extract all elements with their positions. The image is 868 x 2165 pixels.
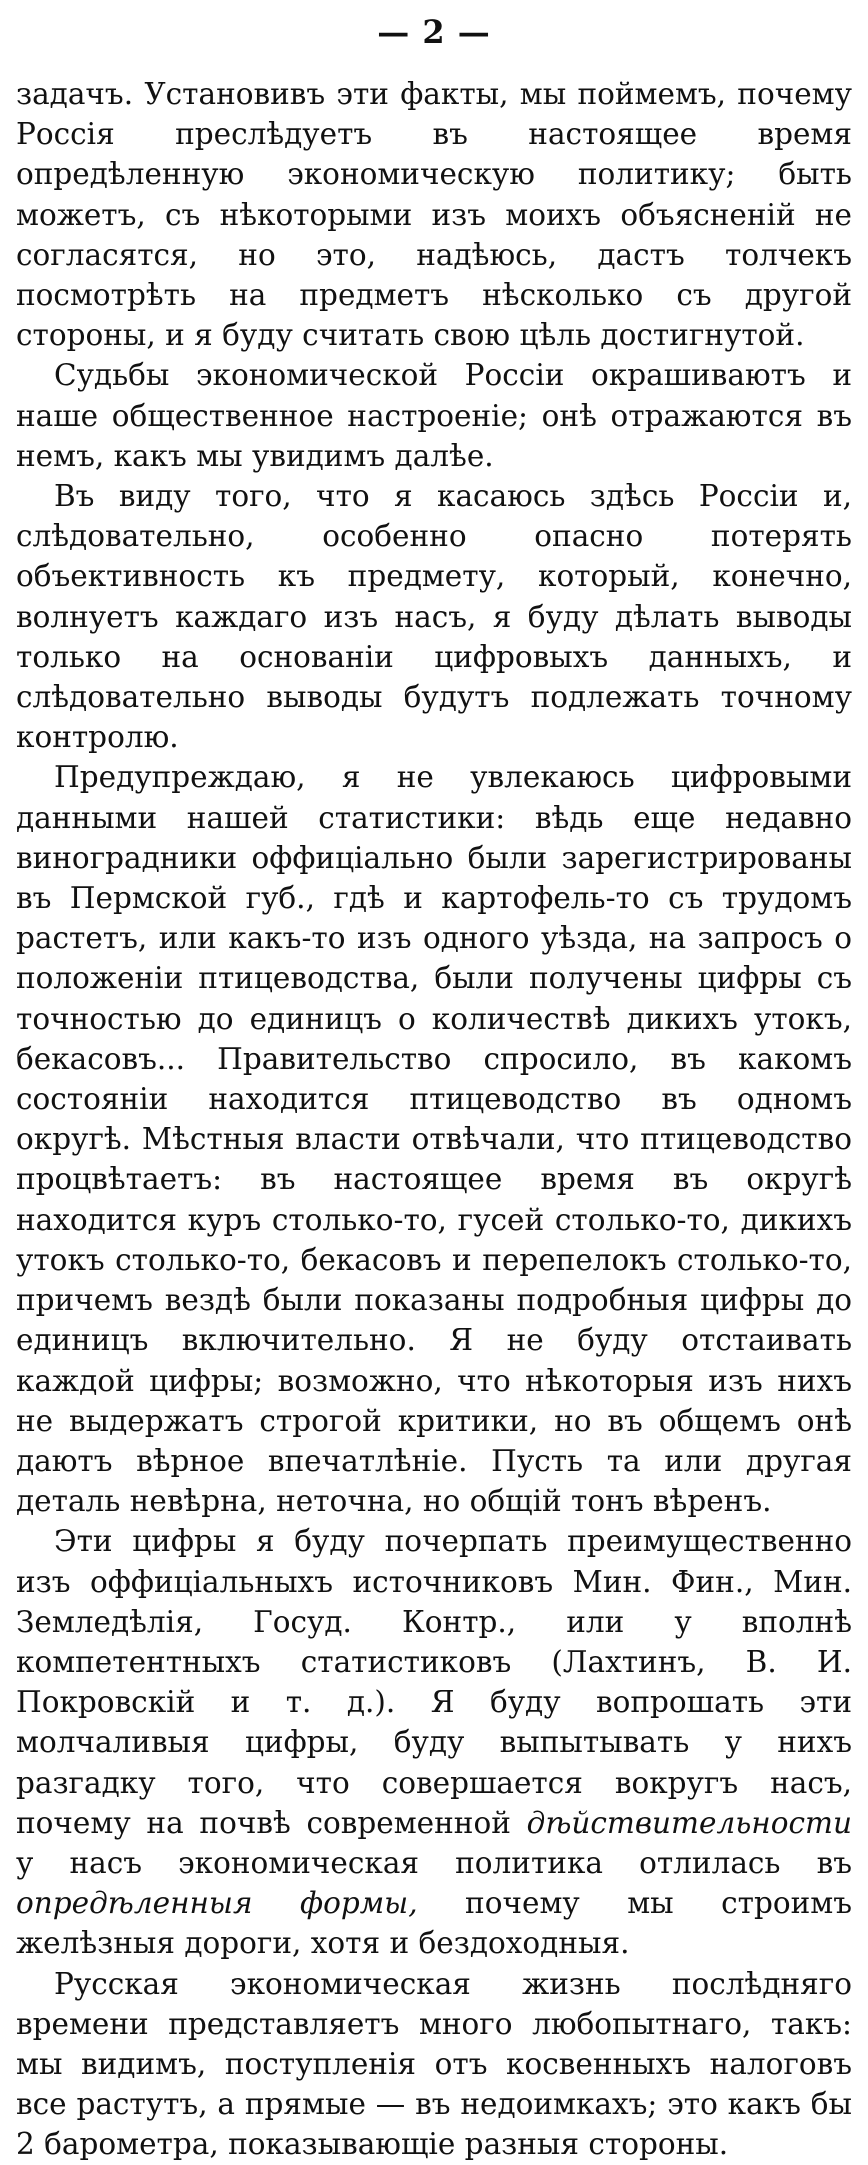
paragraph-5-text-c: почему мы строимъ желѣзныя дороги, хотя и бездоходныя. — [16, 1886, 853, 1961]
paragraph-5-text-a: Эти цифры я буду почерпать преимущественно изъ оффиціальныхъ источниковъ Мин. Фин., Мин. Земледѣлія, Госуд. Контр., или у вполнѣ компетентныхъ статистиковъ (Лахтинъ, В. И. Покровскій и т. д.). Я буду вопрошать эти молчаливыя цифры, буду выпытывать у нихъ разгадку того, что совершается вокругъ насъ, почему на почвѣ современной — [16, 1524, 852, 1840]
paragraph-5-emphasis-1: дѣйствительности — [526, 1805, 852, 1840]
paragraph-5-text-b: у насъ экономическая политика отлилась въ — [16, 1845, 852, 1880]
paragraph-3: Въ виду того, что я касаюсь здѣсь Россіи и, слѣдовательно, особенно опасно потерять объективность къ предмету, который, конечно, волнуетъ каждаго изъ насъ, я буду дѣлать выводы только на основаніи цифровыхъ данныхъ, и слѣдовательно выводы будутъ подлежать точному контролю. — [16, 479, 852, 755]
paragraph-2: Судьбы экономической Россіи окрашиваютъ и наше общественное настроеніе; онѣ отражаются въ немъ, какъ мы увидимъ далѣе. — [16, 358, 852, 473]
paragraph-6: Русская экономическая жизнь послѣдняго времени представляетъ много любопытнаго, такъ: мы видимъ, поступленія отъ косвенныхъ налоговъ все растутъ, а прямые — въ недоимкахъ; это какъ бы 2 барометра, показывающіе разныя стороны. — [16, 1966, 852, 2162]
paragraph-5-emphasis-2: опредѣленныя формы, — [16, 1886, 418, 1921]
paragraph-5 — [16, 1521, 852, 1963]
paragraph-4: Предупреждаю, я не увлекаюсь цифровыми данными нашей статистики: вѣдь еще недавно виноградники оффиціально были зарегистрированы въ Пермской губ., гдѣ и картофель-то съ трудомъ растетъ, или какъ-то изъ одного уѣзда, на запросъ о положеніи птицеводства, были получены цифры съ точностью до единицъ о количествѣ дикихъ утокъ, бекасовъ... Правительство спросило, въ какомъ состояніи находится птицеводство въ одномъ округѣ. Мѣстныя власти отвѣчали, что птицеводство процвѣтаетъ: въ настоящее время въ округѣ находится куръ столько-то, гусей столько-то, дикихъ утокъ столько-то, бекасовъ и перепелокъ столько-то, причемъ вездѣ были показаны подробныя цифры до единицъ включительно. Я не буду отстаивать каждой цифры; возможно, что нѣкоторыя изъ нихъ не выдержатъ строгой критики, но въ общемъ онѣ даютъ вѣрное впечатлѣніе. Пусть та или другая деталь невѣрна, неточна, но общій тонъ вѣренъ. — [16, 760, 852, 1519]
paragraph-1: задачъ. Установивъ эти факты, мы поймемъ, почему Россія преслѣдуетъ въ настоящее время опредѣленную экономическую политику; быть можетъ, съ нѣкоторыми изъ моихъ объясненій не согласятся, но это, надѣюсь, дастъ толчекъ посмотрѣть на предметъ нѣсколько съ другой стороны, и я буду считать свою цѣль достигнутой. — [16, 77, 852, 353]
page-number: — 2 — — [377, 13, 491, 51]
document-page — [16, 10, 853, 2162]
